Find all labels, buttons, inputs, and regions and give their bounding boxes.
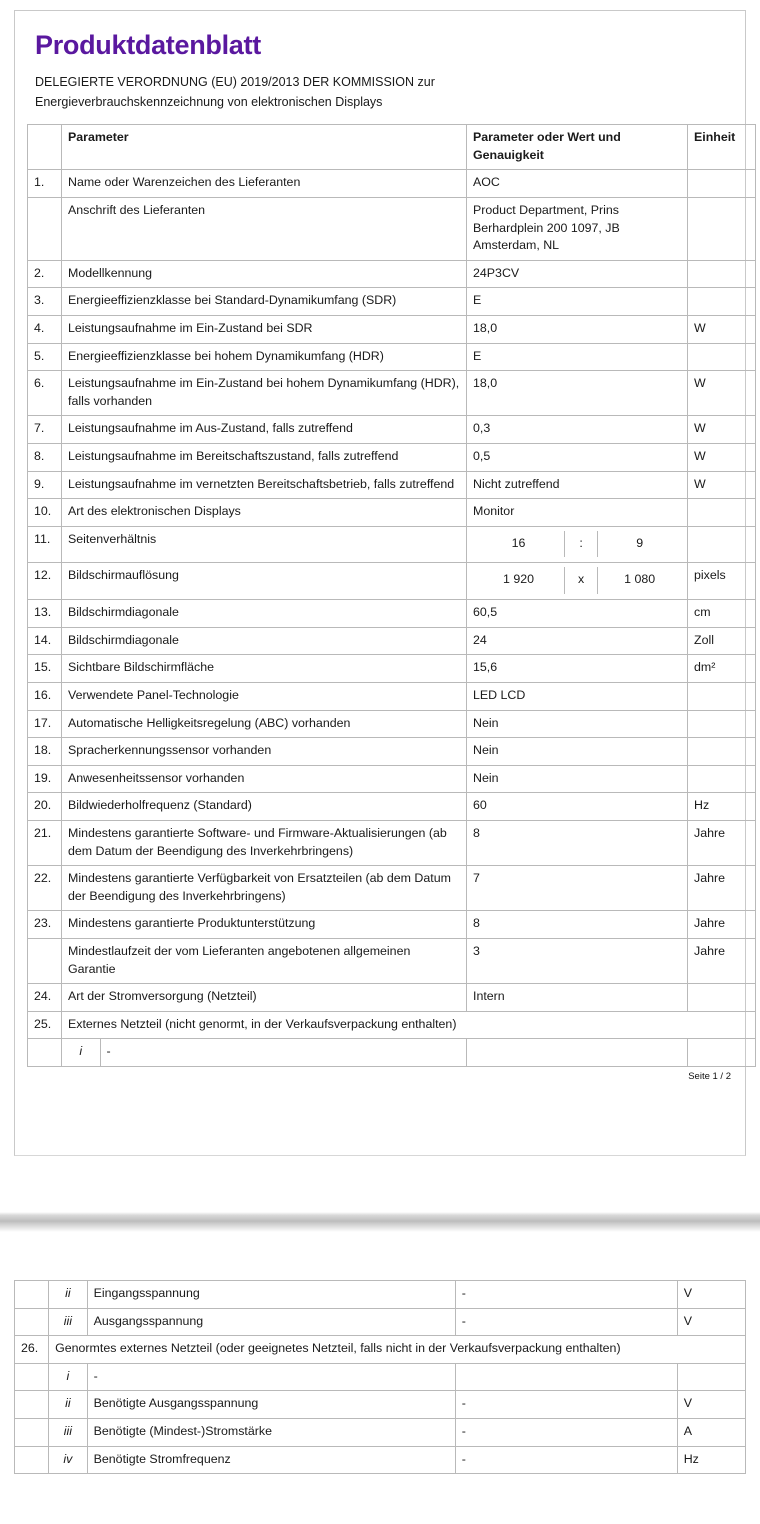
row-number: 12. — [28, 563, 62, 600]
row-value: Nein — [467, 765, 688, 793]
subrow-number-blank — [15, 1446, 49, 1474]
subrow-parameter-host — [49, 1446, 456, 1474]
page-title: Produktdatenblatt — [35, 30, 261, 60]
row-unit — [688, 170, 756, 198]
page-1-sheet — [14, 10, 746, 1156]
table-section-heading-row — [28, 1011, 756, 1039]
subrow-unit — [677, 1363, 745, 1391]
subrow-value — [467, 1039, 688, 1067]
subrow-roman: iv — [49, 1447, 87, 1474]
subrow-parameter-host — [49, 1363, 456, 1391]
row-unit: Jahre — [688, 938, 756, 983]
subtitle-line-2: Energieverbrauchskennzeichnung von elektronischen Displays — [35, 94, 383, 109]
row-value: 24 — [467, 627, 688, 655]
subrow-parameter: - — [93, 1368, 98, 1383]
row-parameter: Seitenverhältnis — [62, 526, 467, 563]
row-parameter: Leistungsaufnahme im Ein-Zustand bei SDR — [62, 315, 467, 343]
table-row — [28, 738, 756, 766]
row-parameter: Art der Stromversorgung (Netzteil) — [62, 984, 467, 1012]
row-value: 7 — [467, 866, 688, 911]
row-value: 18,0 — [467, 315, 688, 343]
row-value: 0,5 — [467, 444, 688, 472]
row-parameter: Anwesenheitssensor vorhanden — [62, 765, 467, 793]
table-row — [28, 710, 756, 738]
row-number: 13. — [28, 600, 62, 628]
row-value: 8 — [467, 911, 688, 939]
table-row — [28, 371, 756, 416]
row-number: 15. — [28, 655, 62, 683]
table-body-continued — [15, 1281, 746, 1474]
subrow-value: - — [455, 1281, 677, 1309]
page-separator — [0, 1212, 760, 1232]
row-unit: Hz — [688, 793, 756, 821]
row-parameter: Bildwiederholfrequenz (Standard) — [62, 793, 467, 821]
subrow-roman: i — [49, 1364, 87, 1391]
row-value: 24P3CV — [467, 260, 688, 288]
table-row — [28, 793, 756, 821]
document-page-2 — [0, 1232, 760, 1466]
row-unit — [688, 343, 756, 371]
table-row — [28, 765, 756, 793]
row-value: 60,5 — [467, 600, 688, 628]
subrow-number-blank — [15, 1419, 49, 1447]
subrow-parameter: Benötigte Stromfrequenz — [93, 1451, 231, 1466]
row-parameter: Bildschirmdiagonale — [62, 600, 467, 628]
row-number: 9. — [28, 471, 62, 499]
table-row — [28, 911, 756, 939]
row-number: 26. — [15, 1336, 49, 1364]
table-row — [28, 682, 756, 710]
table-subrow — [28, 1039, 756, 1067]
row-number: 11. — [28, 526, 62, 563]
subrow-parameter: - — [106, 1044, 111, 1059]
subrow-value: - — [455, 1419, 677, 1447]
row-value: Nein — [467, 710, 688, 738]
subrow-parameter-host — [49, 1281, 456, 1309]
row-unit — [688, 197, 756, 260]
row-value-split — [467, 563, 688, 600]
split-separator: x — [565, 567, 598, 594]
row-number: 23. — [28, 911, 62, 939]
row-parameter: Modellkennung — [62, 260, 467, 288]
split-value-b: 9 — [636, 535, 644, 550]
row-parameter: Bildschirmauflösung — [62, 563, 467, 600]
table-row — [28, 315, 756, 343]
row-unit: W — [688, 371, 756, 416]
subrow-roman: iii — [49, 1309, 87, 1336]
table-row — [28, 627, 756, 655]
subrow-number-blank — [28, 1039, 62, 1067]
row-number: 7. — [28, 416, 62, 444]
table-row — [28, 416, 756, 444]
row-value: Nicht zutreffend — [467, 471, 688, 499]
row-unit — [688, 526, 756, 563]
row-value: Monitor — [467, 499, 688, 527]
split-value-b: 1 080 — [624, 572, 656, 587]
row-number: 2. — [28, 260, 62, 288]
row-unit — [688, 710, 756, 738]
row-parameter: Mindestens garantierte Verfügbarkeit von Ersatzteilen (ab dem Datum der Beendigung des Inverkehrbringens) — [62, 866, 467, 911]
row-number: 6. — [28, 371, 62, 416]
subrow-parameter: Benötigte Ausgangsspannung — [93, 1396, 259, 1411]
row-number: 4. — [28, 315, 62, 343]
row-number: 5. — [28, 343, 62, 371]
split-value-a: 16 — [473, 531, 565, 558]
row-number: 14. — [28, 627, 62, 655]
table-row — [28, 499, 756, 527]
table-row — [28, 444, 756, 472]
row-parameter: Leistungsaufnahme im Ein-Zustand bei hohem Dynamikumfang (HDR), falls vorhanden — [62, 371, 467, 416]
subrow-value — [455, 1363, 677, 1391]
table-subrow — [15, 1281, 746, 1309]
split-separator: : — [565, 531, 598, 558]
row-unit: dm² — [688, 655, 756, 683]
subrow-parameter: Eingangsspannung — [93, 1286, 200, 1300]
header-parameter: Parameter — [62, 125, 467, 170]
row-unit: Jahre — [688, 866, 756, 911]
subrow-unit: V — [677, 1308, 745, 1336]
table-row — [28, 170, 756, 198]
row-parameter: Anschrift des Lieferanten — [62, 197, 467, 260]
row-value: LED LCD — [467, 682, 688, 710]
row-value: 15,6 — [467, 655, 688, 683]
row-unit: W — [688, 471, 756, 499]
row-parameter: Leistungsaufnahme im Bereitschaftszustand, falls zutreffend — [62, 444, 467, 472]
row-number: 24. — [28, 984, 62, 1012]
table-row — [28, 984, 756, 1012]
row-unit — [688, 288, 756, 316]
table-row — [28, 866, 756, 911]
row-number: 17. — [28, 710, 62, 738]
table-row — [28, 260, 756, 288]
row-unit — [688, 682, 756, 710]
table-row — [28, 600, 756, 628]
subrow-unit — [688, 1039, 756, 1067]
row-parameter: Bildschirmdiagonale — [62, 627, 467, 655]
row-value: E — [467, 288, 688, 316]
product-spec-table — [27, 124, 756, 1067]
row-value: 18,0 — [467, 371, 688, 416]
header-number — [28, 125, 62, 170]
row-number: 8. — [28, 444, 62, 472]
subrow-unit: V — [677, 1391, 745, 1419]
row-unit: Zoll — [688, 627, 756, 655]
subrow-parameter-host — [49, 1391, 456, 1419]
row-value: Nein — [467, 738, 688, 766]
product-spec-table-continued — [14, 1280, 746, 1474]
page-2-sheet — [14, 1280, 746, 1474]
table-subrow — [15, 1391, 746, 1419]
row-number: 25. — [28, 1011, 62, 1039]
row-unit — [688, 738, 756, 766]
table-header — [28, 125, 756, 170]
subrow-roman: ii — [49, 1281, 87, 1308]
row-number: 21. — [28, 820, 62, 865]
row-unit — [688, 984, 756, 1012]
subtitle-line-1: DELEGIERTE VERORDNUNG (EU) 2019/2013 DER KOMMISSION zur — [35, 75, 435, 90]
subrow-roman: i — [62, 1039, 100, 1066]
table-header-row — [28, 125, 756, 170]
subrow-parameter-host — [49, 1308, 456, 1336]
table-row — [28, 655, 756, 683]
row-parameter: Name oder Warenzeichen des Lieferanten — [62, 170, 467, 198]
subrow-value: - — [455, 1391, 677, 1419]
table-row — [28, 197, 756, 260]
page-footer: Seite 1 / 2 — [688, 1071, 731, 1083]
row-number — [28, 938, 62, 983]
row-value: AOC — [467, 170, 688, 198]
row-number: 18. — [28, 738, 62, 766]
row-parameter: Automatische Helligkeitsregelung (ABC) vorhanden — [62, 710, 467, 738]
row-number: 1. — [28, 170, 62, 198]
table-body — [28, 170, 756, 1067]
subrow-number-blank — [15, 1281, 49, 1309]
subrow-unit: Hz — [677, 1446, 745, 1474]
row-parameter: Spracherkennungssensor vorhanden — [62, 738, 467, 766]
table-row — [28, 820, 756, 865]
row-number: 20. — [28, 793, 62, 821]
row-value: Intern — [467, 984, 688, 1012]
subrow-number-blank — [15, 1363, 49, 1391]
row-number: 19. — [28, 765, 62, 793]
table-subrow — [15, 1419, 746, 1447]
row-number: 3. — [28, 288, 62, 316]
table-row — [28, 288, 756, 316]
row-unit — [688, 260, 756, 288]
table-row — [28, 471, 756, 499]
row-value: 0,3 — [467, 416, 688, 444]
row-unit: W — [688, 315, 756, 343]
subrow-number-blank — [15, 1308, 49, 1336]
row-value: 60 — [467, 793, 688, 821]
row-parameter: Verwendete Panel-Technologie — [62, 682, 467, 710]
subrow-value: - — [455, 1446, 677, 1474]
row-unit: W — [688, 444, 756, 472]
subrow-number-blank — [15, 1391, 49, 1419]
row-parameter: Leistungsaufnahme im Aus-Zustand, falls zutreffend — [62, 416, 467, 444]
section-heading: Genormtes externes Netzteil (oder geeignetes Netzteil, falls nicht in der Verkaufsverpackung enthalten) — [49, 1336, 746, 1364]
row-unit: Jahre — [688, 911, 756, 939]
row-unit: pixels — [688, 563, 756, 600]
subrow-roman: iii — [49, 1419, 87, 1446]
row-number: 16. — [28, 682, 62, 710]
header-unit: Einheit — [688, 125, 756, 170]
table-subrow — [15, 1308, 746, 1336]
row-value: 3 — [467, 938, 688, 983]
split-value-a: 1 920 — [473, 567, 565, 594]
subrow-parameter-host — [49, 1419, 456, 1447]
row-parameter: Energieeffizienzklasse bei hohem Dynamikumfang (HDR) — [62, 343, 467, 371]
row-parameter: Energieeffizienzklasse bei Standard-Dynamikumfang (SDR) — [62, 288, 467, 316]
row-unit: Jahre — [688, 820, 756, 865]
table-row — [28, 938, 756, 983]
table-row — [28, 526, 756, 563]
table-section-heading-row — [15, 1336, 746, 1364]
row-value: 8 — [467, 820, 688, 865]
row-parameter: Mindestlaufzeit der vom Lieferanten angebotenen allgemeinen Garantie — [62, 938, 467, 983]
table-subrow — [15, 1446, 746, 1474]
row-parameter: Art des elektronischen Displays — [62, 499, 467, 527]
row-parameter: Mindestens garantierte Software- und Firmware-Aktualisierungen (ab dem Datum der Beendigung des Inverkehrbringens) — [62, 820, 467, 865]
header-value: Parameter oder Wert und Genauigkeit — [467, 125, 688, 170]
subrow-parameter: Benötigte (Mindest-)Stromstärke — [93, 1424, 272, 1439]
row-parameter: Sichtbare Bildschirmfläche — [62, 655, 467, 683]
row-value-split — [467, 526, 688, 563]
row-unit — [688, 765, 756, 793]
row-number: 10. — [28, 499, 62, 527]
subrow-value: - — [455, 1308, 677, 1336]
subrow-parameter: Ausgangsspannung — [93, 1313, 204, 1328]
row-value: E — [467, 343, 688, 371]
row-parameter: Mindestens garantierte Produktunterstützung — [62, 911, 467, 939]
row-parameter: Leistungsaufnahme im vernetzten Bereitschaftsbetrieb, falls zutreffend — [62, 471, 467, 499]
row-number: 22. — [28, 866, 62, 911]
row-unit: W — [688, 416, 756, 444]
document-subtitle — [35, 73, 733, 112]
section-heading: Externes Netzteil (nicht genormt, in der Verkaufsverpackung enthalten) — [62, 1011, 756, 1039]
subrow-parameter-host — [62, 1039, 467, 1067]
row-number — [28, 197, 62, 260]
subrow-unit: A — [677, 1419, 745, 1447]
table-row — [28, 343, 756, 371]
row-value: Product Department, Prins Berhardplein 200 1097, JB Amsterdam, NL — [467, 197, 688, 260]
row-unit: cm — [688, 600, 756, 628]
page-2-top-spacer — [14, 1232, 746, 1280]
row-unit — [688, 499, 756, 527]
table-subrow — [15, 1363, 746, 1391]
subrow-unit: V — [677, 1281, 745, 1309]
table-row — [28, 563, 756, 600]
subrow-roman: ii — [49, 1391, 87, 1418]
